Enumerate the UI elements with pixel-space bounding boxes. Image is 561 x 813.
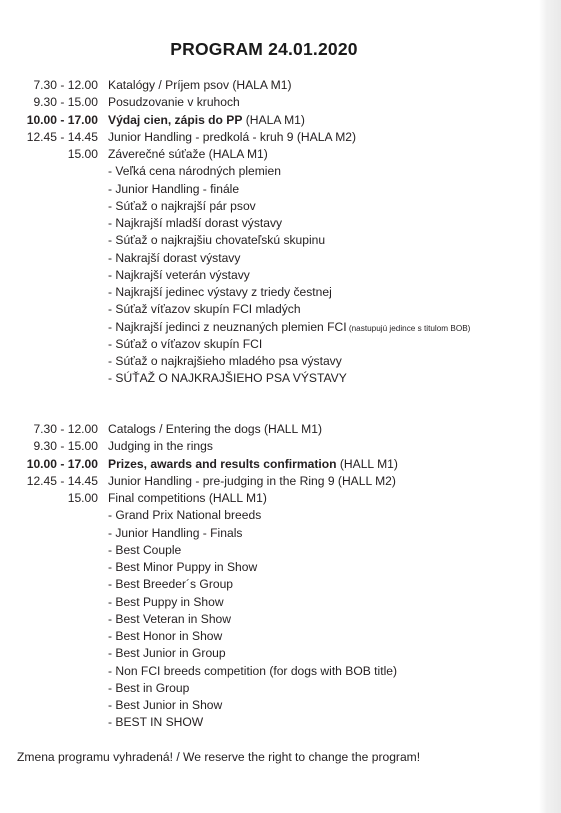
sub-item	[0, 181, 540, 198]
sub-item	[0, 628, 540, 645]
event-text: Catalogs / Entering the dogs (HALL M1)	[108, 422, 322, 436]
sub-item-note: (nastupujú jedince s titulom BOB)	[346, 323, 471, 333]
sub-item	[0, 301, 540, 318]
sub-item-text: - Súťaž o najkrajší pár psov	[108, 198, 256, 213]
sub-item	[0, 680, 540, 697]
sub-item	[0, 507, 540, 524]
time-range: 10.00 - 17.00	[26, 456, 98, 471]
sub-item	[0, 559, 540, 576]
time-range: 10.00 - 17.00	[26, 112, 98, 127]
sub-item-text: - Nakrajší dorast výstavy	[108, 250, 241, 265]
sub-item-text: - Non FCI breeds competition (for dogs with BOB title)	[108, 663, 398, 678]
footer-note: Zmena programu vyhradená! / We reserve the right to change the program!	[17, 750, 421, 764]
sub-item	[0, 697, 540, 714]
sub-item-text: - SÚŤAŽ O NAJKRAJŠIEHO PSA VÝSTAVY	[108, 371, 347, 386]
sub-item	[0, 319, 540, 336]
time-range: 12.45 - 14.45	[26, 129, 98, 144]
sub-item-text: - Veľká cena národných plemien	[108, 164, 281, 179]
time-range: 9.30 - 15.00	[33, 95, 98, 110]
time-range: 15.00	[67, 491, 98, 505]
event-text: Junior Handling - pre-judging in the Ring 9 (HALL M2)	[108, 473, 396, 488]
sub-item	[0, 594, 540, 611]
sub-item-text: - Best Junior in Show	[108, 698, 223, 712]
sub-item-text: - Súťaž o najkrajšiu chovateľskú skupinu	[108, 233, 326, 248]
schedule-row	[0, 473, 540, 490]
schedule-row	[0, 456, 540, 473]
time-range: 7.30 - 12.00	[33, 78, 98, 92]
sub-item-text: - Junior Handling - Finals	[108, 525, 243, 540]
sub-item	[0, 645, 540, 662]
sub-item	[0, 542, 540, 559]
sub-item-text	[108, 319, 470, 337]
sub-item-text: - Best Junior in Group	[108, 646, 226, 661]
sub-item	[0, 576, 540, 593]
sub-item	[0, 198, 540, 215]
event-text: Katalógy / Príjem psov (HALA M1)	[108, 78, 292, 92]
sub-item	[0, 370, 540, 387]
schedule-row	[0, 438, 540, 455]
time-range: 7.30 - 12.00	[33, 422, 98, 436]
sub-item-text: - Najkrajší veterán výstavy	[108, 267, 250, 282]
schedule-row	[0, 77, 540, 94]
sub-item	[0, 284, 540, 301]
sub-item	[0, 250, 540, 267]
sub-item	[0, 663, 540, 680]
event-text: Junior Handling - predkolá - kruh 9 (HALA M2)	[108, 129, 357, 144]
sub-item-text: - Best Puppy in Show	[108, 594, 224, 609]
time-range: 12.45 - 14.45	[26, 473, 98, 488]
page-edge-shadow	[539, 0, 561, 813]
schedule-row	[0, 94, 540, 111]
program-en	[0, 421, 540, 732]
sub-item	[0, 215, 540, 232]
sub-item-text: - Najkrajší jedinec výstavy z triedy čestnej	[108, 285, 332, 299]
sub-item	[0, 232, 540, 249]
sub-item	[0, 525, 540, 542]
event-text-bold: Prizes, awards and results confirmation	[108, 456, 337, 471]
sub-item	[0, 611, 540, 628]
sub-item	[0, 267, 540, 284]
schedule-row	[0, 490, 540, 507]
sub-item-text: - Najkrajší mladší dorast výstavy	[108, 216, 283, 230]
program-sk	[0, 77, 540, 388]
event-text: Judging in the rings	[108, 439, 213, 454]
event-text-rest: (HALA M1)	[242, 112, 305, 127]
schedule-row	[0, 112, 540, 129]
sub-item-text: - Súťaž víťazov skupín FCI mladých	[108, 302, 301, 317]
sub-item-text: - BEST IN SHOW	[108, 715, 204, 730]
page-title: PROGRAM 24.01.2020	[170, 39, 358, 59]
time-range: 9.30 - 15.00	[33, 439, 98, 454]
event-text: Final competitions (HALL M1)	[108, 491, 267, 505]
sub-item-text: - Best Minor Puppy in Show	[108, 560, 258, 574]
sub-item-text: - Súťaž o najkrajšieho mladého psa výstavy	[108, 354, 342, 368]
event-text: Záverečné súťaže (HALA M1)	[108, 147, 268, 161]
sub-item-text: - Best Breeder´s Group	[108, 577, 234, 592]
sub-item-text: - Best in Group	[108, 680, 190, 695]
sub-item-main: - Najkrajší jedinci z neuznaných plemien FCI	[108, 319, 347, 334]
sub-item-text: - Grand Prix National breeds	[108, 508, 262, 523]
sub-item	[0, 714, 540, 731]
schedule-row	[0, 421, 540, 438]
sub-item-text: - Best Honor in Show	[108, 629, 223, 643]
event-text-rest: (HALL M1)	[336, 456, 398, 471]
sub-item-text: - Best Veteran in Show	[108, 611, 232, 626]
schedule-row	[0, 146, 540, 163]
sub-item	[0, 336, 540, 353]
sub-item-text: - Best Couple	[108, 542, 182, 557]
schedule-row	[0, 129, 540, 146]
time-range: 15.00	[67, 147, 98, 161]
sub-item	[0, 353, 540, 370]
sub-item-text: - Súťaž o víťazov skupín FCI	[108, 336, 263, 351]
event-text	[108, 112, 305, 129]
event-text	[108, 456, 398, 473]
event-text: Posudzovanie v kruhoch	[108, 95, 240, 110]
event-text-bold: Výdaj cien, zápis do PP	[108, 112, 243, 127]
sub-item-text: - Junior Handling - finále	[108, 181, 240, 196]
sub-item	[0, 163, 540, 180]
